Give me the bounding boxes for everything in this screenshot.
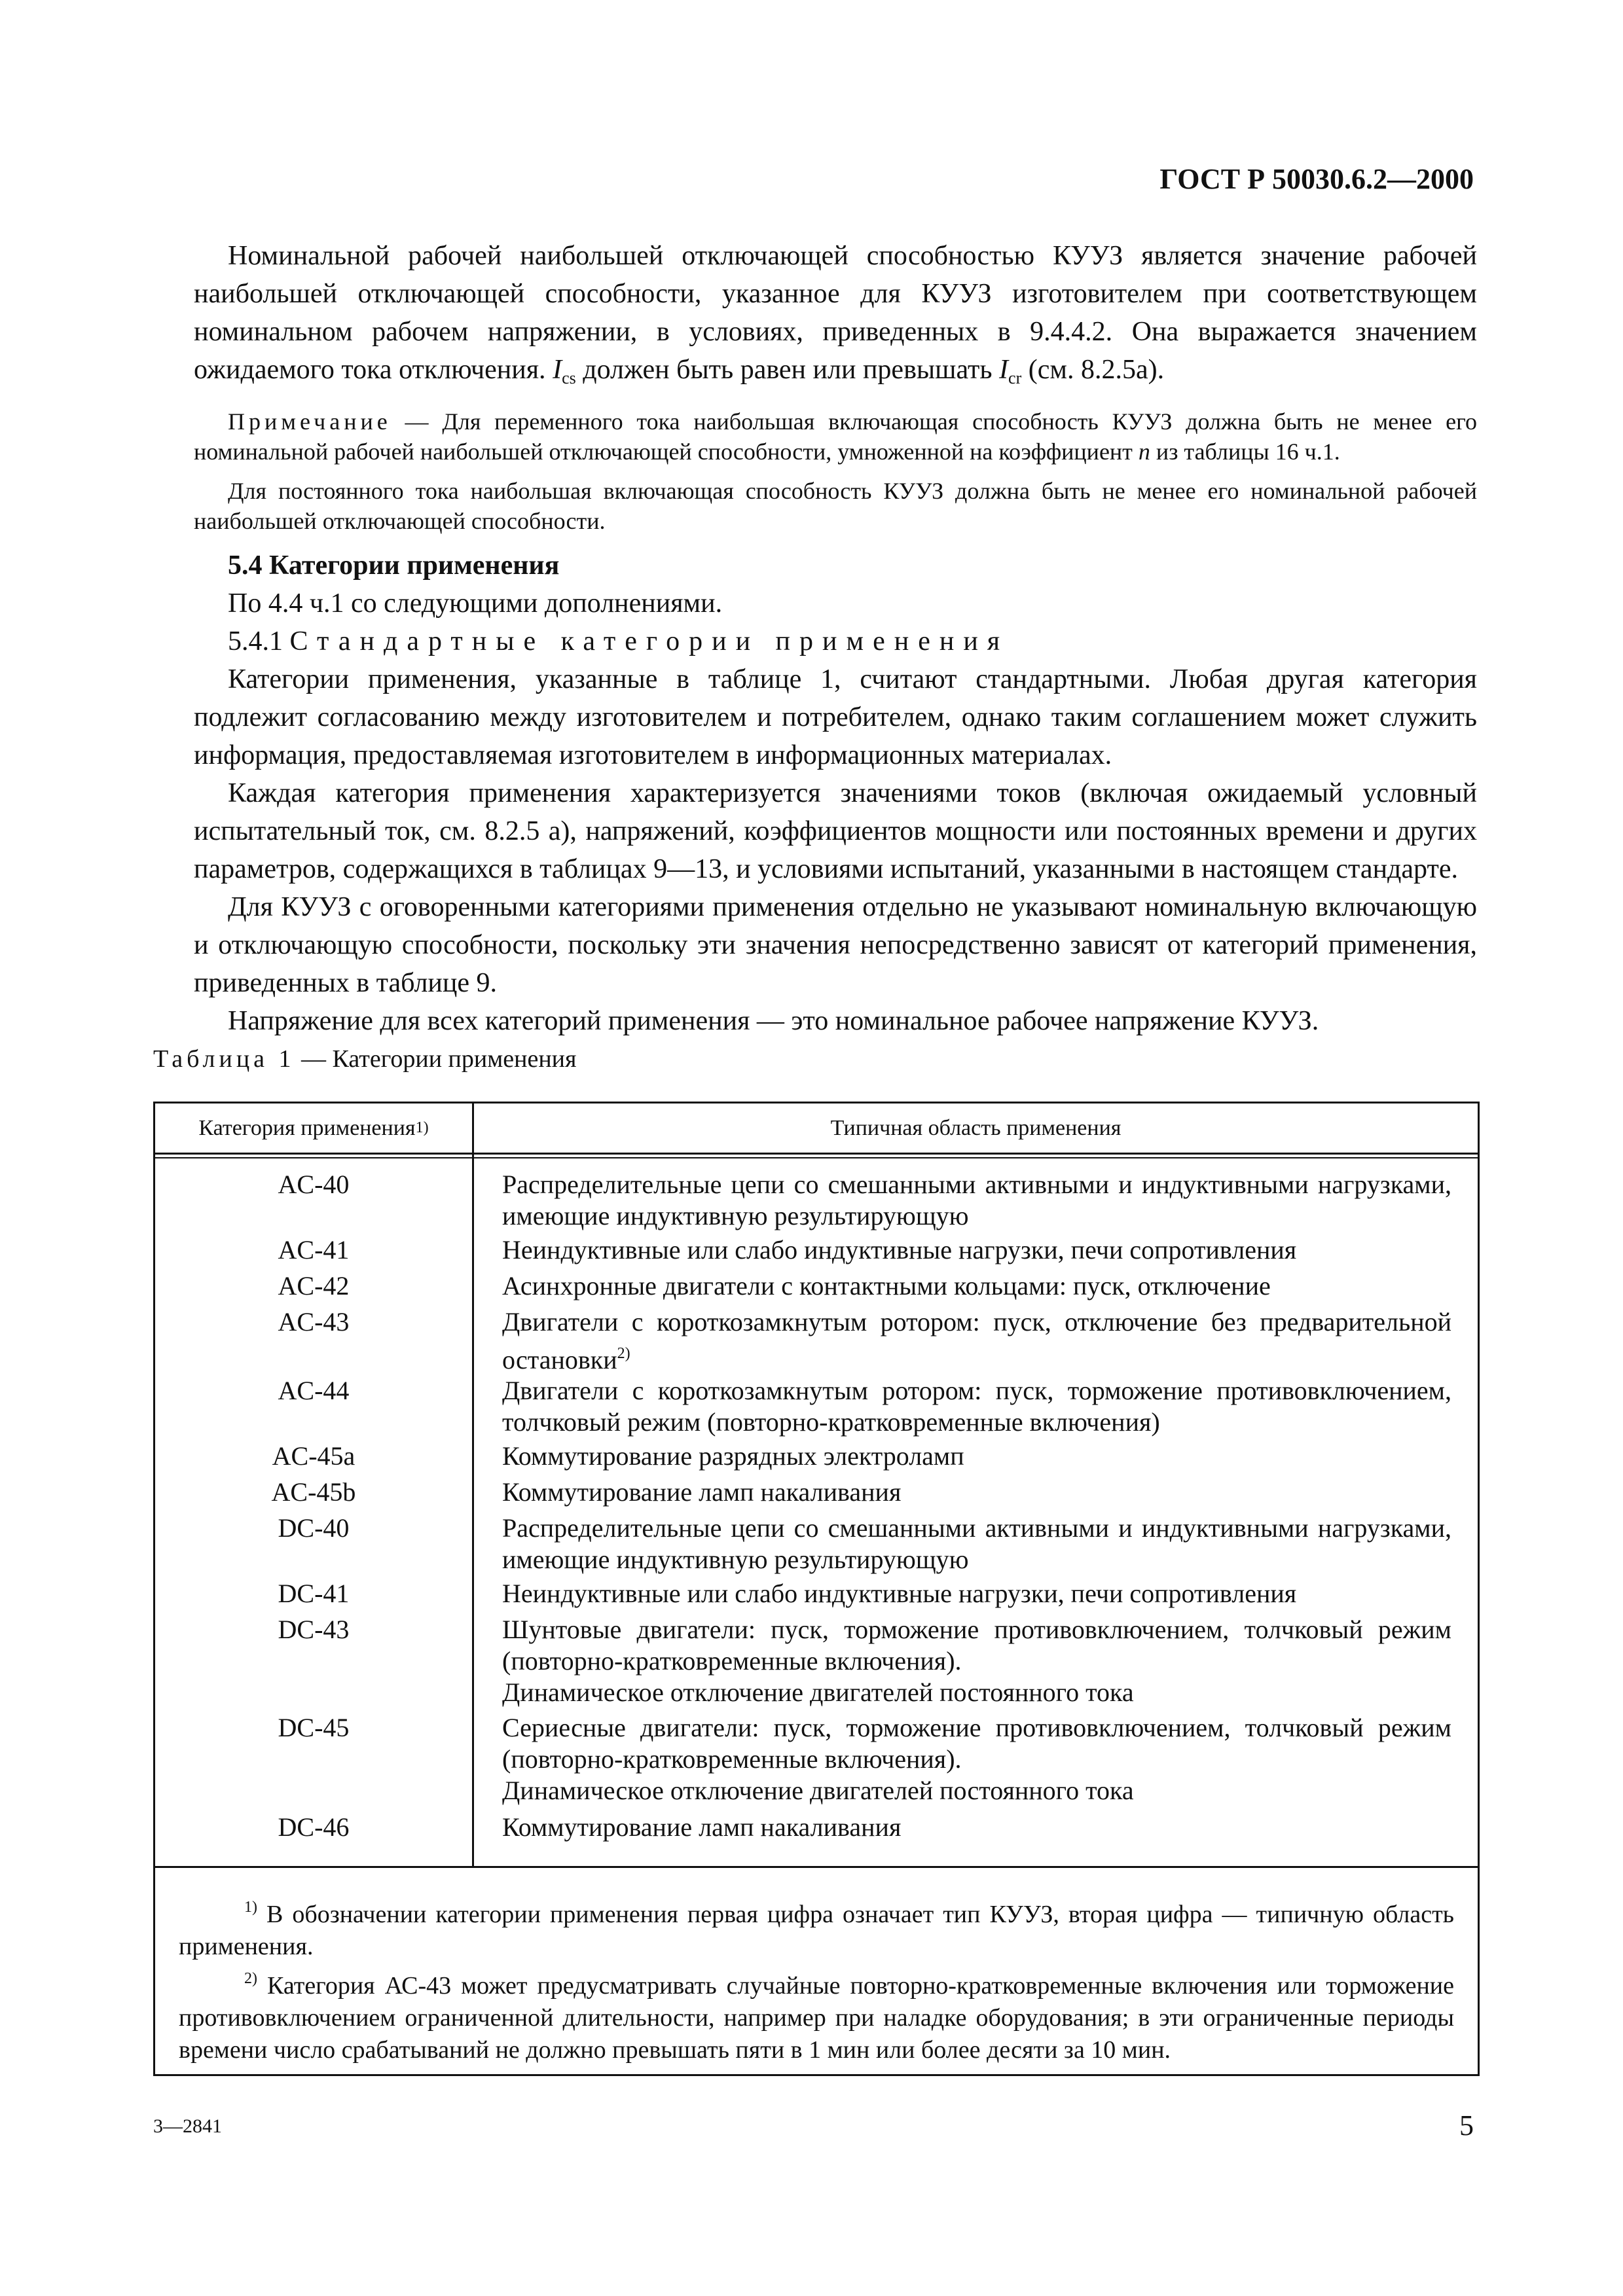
- paragraph-rated-breaking-capacity: Номинальной рабочей наибольшей отключающей способностью КУУЗ является значение рабочей наибольшей отключающей способности, указанное для КУУЗ изготовителем при соответствующем номинальном рабочем напряжении, в условиях, приведенных в 9.4.4.2. Она выражается значением ожидаемого тока отключения. $I_{cs}$ должен быть равен или превышать $I_{cr}$ (см. 8.2.5а).: [194, 241, 1477, 387]
- document-id-header: ГОСТ Р 50030.6.2—2000: [1159, 163, 1474, 195]
- header-double-rule: [155, 1157, 1478, 1158]
- print-code: 3—2841: [153, 2115, 222, 2137]
- table-utilization-categories: Категория применения 1) Типичная область применения AC-40 Распределительные цепи со смешанными активными и индуктивными нагрузками, имеющие индуктивную результирующую AC-41 Неиндуктивные или слабо индуктивные нагрузки, печи сопротивления AC-42 Асинхронные двигатели с контактными кольцами: пуск, отключение AC-43 Двигатели с короткозамкнутым ротором: пуск, отключение без предварительной остановки$^{2)}$ AC-44 Двигатели с короткозамкнутым ротором: пуск, торможение противовключением, толчковый режим (повторно-кратковременные включения) AC-45a Коммутирование разрядных электроламп AC-45b Коммутирование ламп накаливания DC-40 Распределительные цепи со смешанными активными и индуктивными нагрузками, имеющие индуктивную результирующую DC-41 Неиндуктивные или слабо индуктивные нагрузки, печи сопротивления DC-43 Шунтовые двигатели: пуск, торможение противовключением, толчковый режим (повторно-кратковременные включения). Динамическое отключение двигателей постоянного тока DC-45 Сериесные двигатели: пуск, торможение противовключением, толчковый режим (повторно-кратковременные включения). Динамическое отключение двигателей постоянного тока DC-46 Коммутирование ламп накаливания $^{1)}$ В обозначении категории применения первая цифра означает тип КУУЗ, вторая цифра — типичную область применения. $^{2)}$ Категория АС-43 может предусматривать случайные повторно-кратковременные включения или торможение противовключением ограниченной длительности, например при наладке оборудования; в эти ограниченные периоды времени число срабатываний не должно превышать пяти в 1 мин или более десяти за 10 мин.: [153, 1102, 1480, 2076]
- table-caption: Таблица 1 — Категории применения: [153, 1045, 577, 1073]
- section-5-4-line: По 4.4 ч.1 со следующими дополнениями.: [228, 588, 723, 619]
- footnote-1: $^{1)}$ В обозначении категории применения первая цифра означает тип КУУЗ, вторая цифра — типичную область применения.: [179, 1899, 1455, 1960]
- column-header-category: Категория применения 1): [198, 1115, 429, 1140]
- table-header: [155, 1103, 1478, 1155]
- note-ac: Примечание — Для переменного тока наибольшая включающая способность КУУЗ должна быть не менее его номинальной рабочей наибольшей отключающей способности, умноженной на коэффициент n из таблицы 16 ч.1.: [194, 408, 1478, 465]
- footnote-2: $^{2)}$ Категория АС-43 может предусматривать случайные повторно-кратковременные включения или торможение противовключением ограниченной длительности, например при наладке оборудования; в эти ограниченные периоды времени число срабатываний не должно превышать пяти в 1 мин или более десяти за 10 мин.: [179, 1970, 1454, 2064]
- table-footnotes: [179, 1892, 1454, 2066]
- section-5-4-title: 5.4 Категории применения: [228, 550, 560, 581]
- page-number: 5: [1459, 2109, 1474, 2142]
- column-divider: [472, 1103, 474, 1866]
- column-header-application: Типичная область применения: [830, 1115, 1122, 1140]
- paragraph-capacities: Для КУУЗ с оговоренными категориями применения отдельно не указывают номинальную включающую и отключающую способности, поскольку эти значения непосредственно зависят от категорий применения, приведенных в таблице 9.: [194, 892, 1477, 998]
- paragraph-category-characteristics: Каждая категория применения характеризуется значениями токов (включая ожидаемый условный испытательный ток, см. 8.2.5 а), напряжений, коэффициентов мощности или постоянных времени и других параметров, содержащихся в таблицах 9—13, и условиями испытаний, указанными в настоящем стандарте.: [194, 778, 1477, 884]
- paragraph-voltage: Напряжение для всех категорий применения — это номинальное рабочее напряжение КУУЗ.: [228, 1006, 1319, 1036]
- note-dc: Для постоянного тока наибольшая включающая способность КУУЗ должна быть не менее его номинальной рабочей наибольшей отключающей способности.: [194, 478, 1477, 534]
- paragraph-standard-categories: Категории применения, указанные в таблице 1, считают стандартными. Любая другая категория подлежит согласованию между изготовителем и потребителем, однако таким соглашением может служить информация, предоставляемая изготовителем в информационных материалах.: [194, 664, 1477, 770]
- section-5-4-1-heading: 5.4.1 Стандартные категории применения: [228, 626, 1010, 656]
- body-text: [194, 237, 1477, 1040]
- footnote-divider: [155, 1866, 1478, 1868]
